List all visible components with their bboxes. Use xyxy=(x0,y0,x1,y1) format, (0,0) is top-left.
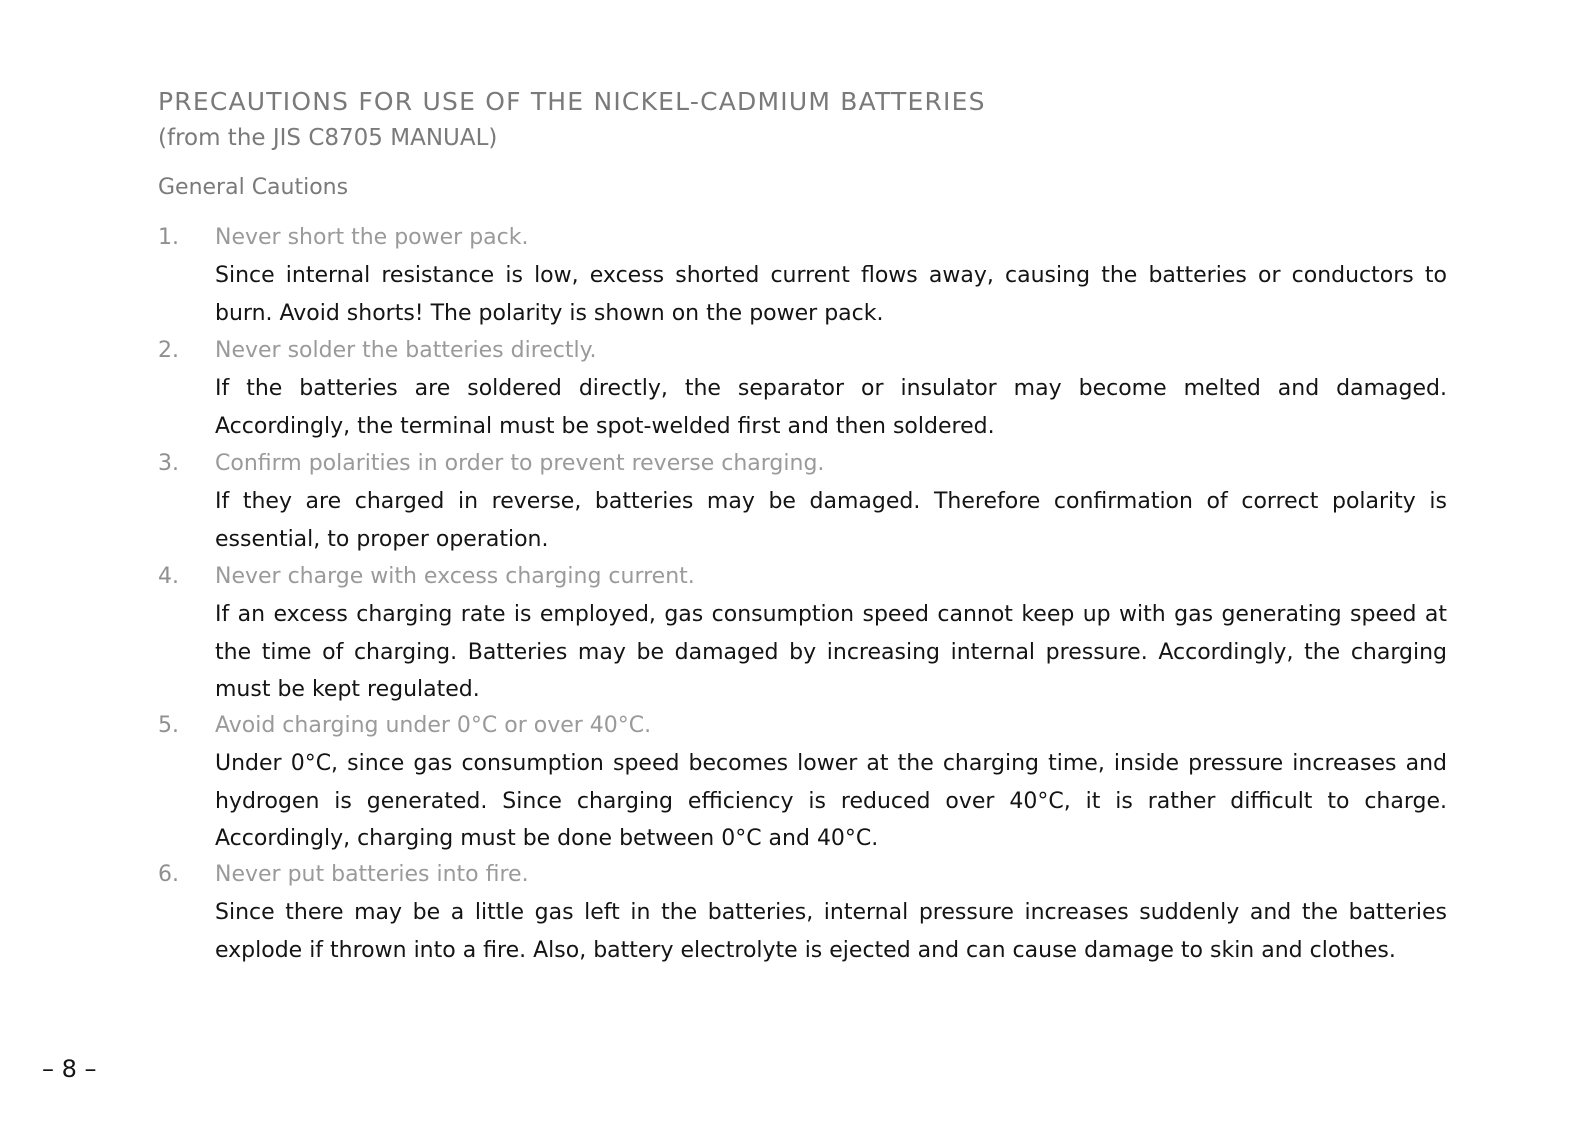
item-number-3: 3. xyxy=(158,451,179,476)
item-body-3: If they are charged in reverse, batteries may be damaged. Therefore confirmation of correct polarity is essential, to proper operation. xyxy=(215,489,1447,552)
section-heading: General Cautions xyxy=(158,175,349,200)
item-title-1: Never short the power pack. xyxy=(215,225,529,250)
item-title-3: Confirm polarities in order to prevent reverse charging. xyxy=(215,451,825,476)
item-body-1: Since internal resistance is low, excess shorted current flows away, causing the batteries or conductors to burn. Avoid shorts! The polarity is shown on the power pack. xyxy=(215,263,1447,326)
item-body-5: Under 0°C, since gas consumption speed becomes lower at the charging time, inside pressure increases and hydrogen is generated. Since charging efficiency is reduced over 40°C, it is rather difficult to charge. Accordingly, charging must be done between 0°C and 40°C. xyxy=(215,751,1447,851)
item-body-4: If an excess charging rate is employed, gas consumption speed cannot keep up with gas generating speed at the time of charging. Batteries may be damaged by increasing internal pressure. Accordingly, the charging must be kept regulated. xyxy=(215,602,1447,702)
item-number-6: 6. xyxy=(158,862,179,887)
page-title: PRECAUTIONS FOR USE OF THE NICKEL-CADMIUM BATTERIES xyxy=(158,87,986,116)
item-number-5: 5. xyxy=(158,713,179,738)
item-title-5: Avoid charging under 0°C or over 40°C. xyxy=(215,713,652,738)
page-subtitle: (from the JIS C8705 MANUAL) xyxy=(158,125,498,151)
item-title-2: Never solder the batteries directly. xyxy=(215,338,597,363)
page-number: – 8 – xyxy=(42,1055,97,1083)
item-number-1: 1. xyxy=(158,225,179,250)
item-number-4: 4. xyxy=(158,564,179,589)
item-title-6: Never put batteries into fire. xyxy=(215,862,529,887)
item-number-2: 2. xyxy=(158,338,179,363)
item-body-6: Since there may be a little gas left in the batteries, internal pressure increases suddenly and the batteries explode if thrown into a fire. Also, battery electrolyte is ejected and can cause damage to skin and clothes. xyxy=(215,900,1447,963)
item-body-2: If the batteries are soldered directly, the separator or insulator may become melted and damaged. Accordingly, the terminal must be spot-welded first and then soldered. xyxy=(215,376,1447,439)
item-title-4: Never charge with excess charging current. xyxy=(215,564,695,589)
